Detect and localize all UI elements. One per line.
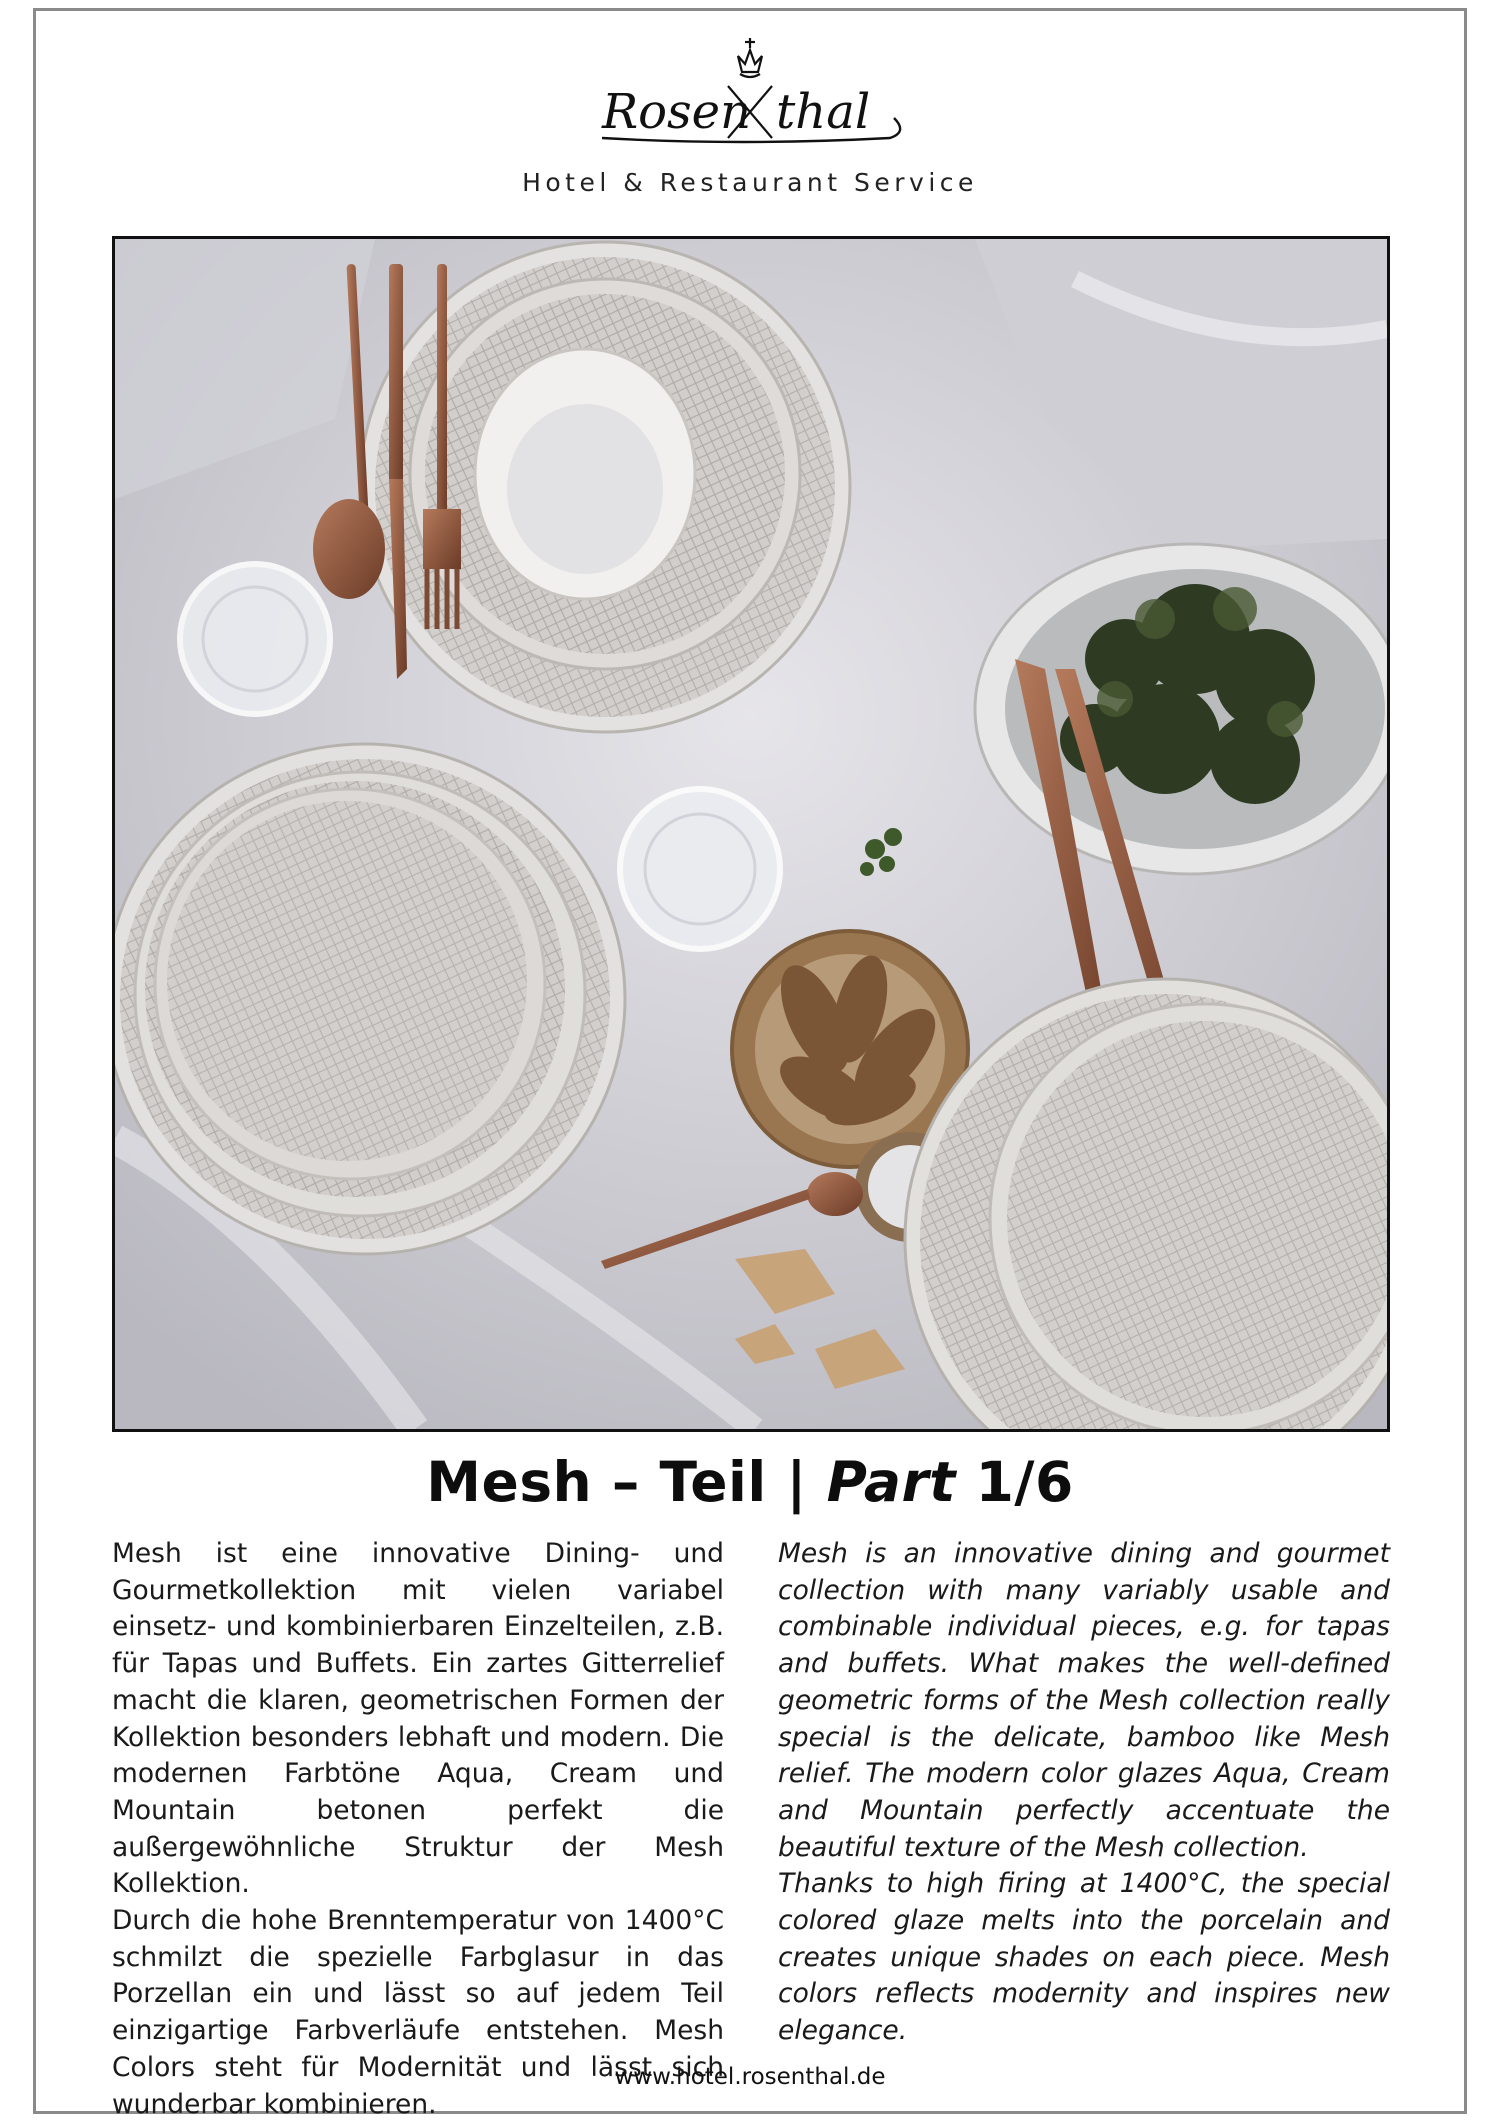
- paragraph-en-1: Mesh is an innovative dining and gourmet collection with many variably usable and combinable individual pieces, e.g. for tapas and buffets. What makes the well-defined geometric forms of the Mesh collection really special is the delicate, bamboo like Mesh relief. The modern color glazes Aqua, Cream and Mountain perfectly accentuate the beautiful texture of the Mesh collection.: [778, 1538, 1390, 1863]
- rosenthal-logo: [590, 34, 910, 156]
- text-column-german: [112, 1536, 724, 2123]
- title-part: Part: [826, 1450, 956, 1514]
- page-title: [0, 1450, 1500, 1514]
- text-column-english: [778, 1536, 1390, 2050]
- hero-photo: [112, 236, 1390, 1432]
- footer-url[interactable]: www.hotel.rosenthal.de: [614, 2064, 886, 2090]
- paragraph-de-1: Mesh ist eine innovative Dining- und Gourmetkollektion mit vielen variabel einsetz- und kombinierbaren Einzelteilen, z.B. für Tapas und Buffets. Ein zartes Gitterrelief macht die klaren, geometrischen Formen der Kollektion besonders lebhaft und modern. Die modernen Farbtöne Aqua, Cream und Mountain betonen perfekt die außergewöhnliche Struktur der Mesh Kollektion.: [112, 1538, 724, 1900]
- plate-stack-top: [360, 242, 850, 732]
- title-main: Mesh – Teil |: [426, 1450, 827, 1514]
- title-number: 1/6: [955, 1450, 1074, 1514]
- paragraph-de-2: Durch die hohe Brenntemperatur von 1400°C schmilzt die spezielle Farbglasur in das Porzellan ein und lässt so auf jedem Teil einzigartige Farbverläufe entstehen. Mesh Colors steht für Modernität und lässt sich wunderbar kombinieren.: [112, 1905, 724, 2120]
- svg-text:Rosen: Rosen: [602, 84, 751, 140]
- tagline: Hotel & Restaurant Service: [522, 168, 978, 197]
- svg-text:thal: thal: [776, 84, 871, 140]
- plate-stack-left: [115, 744, 625, 1254]
- paragraph-en-2: Thanks to high firing at 1400°C, the special colored glaze melts into the porcelain and creates unique shades on each piece. Mesh colors reflects modernity and inspires new elegance.: [778, 1868, 1390, 2047]
